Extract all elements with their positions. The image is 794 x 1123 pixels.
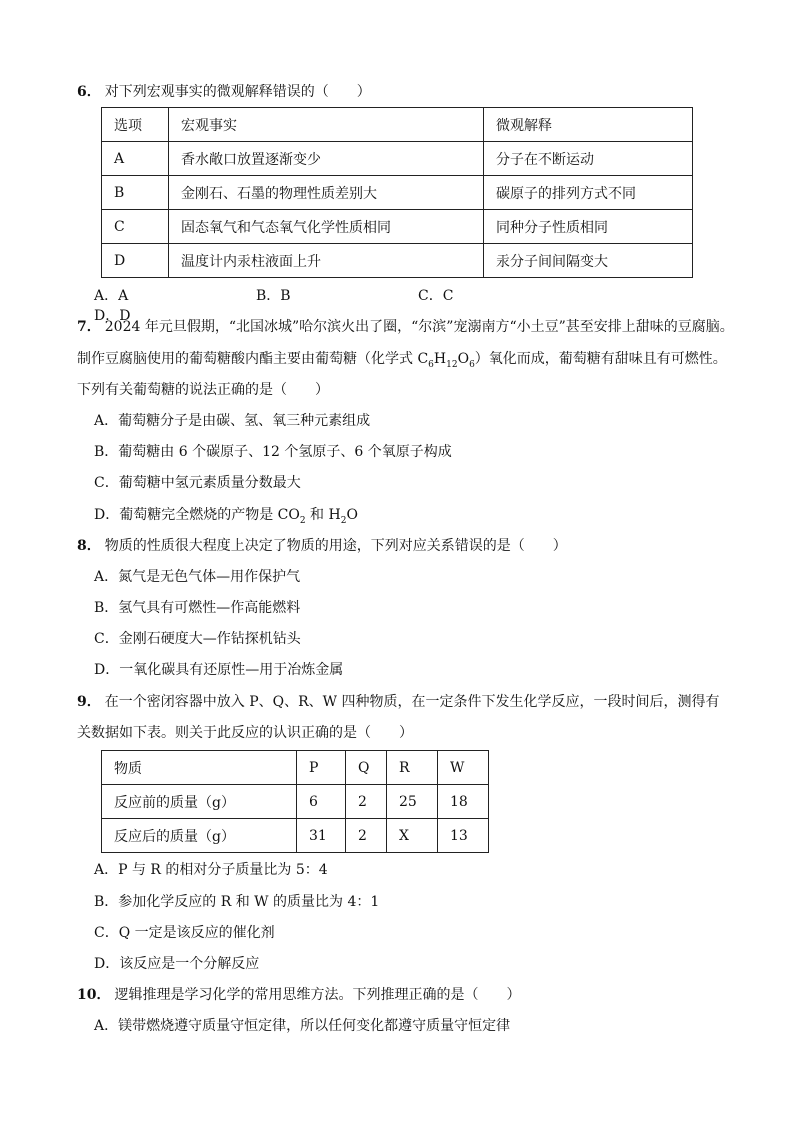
option-b[interactable]: B．B xyxy=(256,288,291,304)
table-cell: 2 xyxy=(346,785,387,819)
question-7-stem-line1: 7． 2024 年元旦假期，“北国冰城”哈尔滨火出了圈，“尔滨”宠溺南方“小土豆”甚至安排上甜味的豆腐脑。 xyxy=(77,319,734,335)
option-b[interactable]: B．参加化学反应的 R 和 W 的质量比为 4：1 xyxy=(94,894,380,910)
table-cell: 反应后的质量（g） xyxy=(102,819,297,853)
table-header-cell: 物质 xyxy=(102,751,297,785)
table-header-cell: R xyxy=(387,751,438,785)
table-cell: 2 xyxy=(346,819,387,853)
option-d[interactable]: D．一氧化碳具有还原性—用于冶炼金属 xyxy=(94,662,344,678)
table-cell: 温度计内汞柱液面上升 xyxy=(169,244,484,278)
table-row xyxy=(102,785,489,819)
option-b[interactable]: B．葡萄糖由 6 个碳原子、12 个氢原子、6 个氧原子构成 xyxy=(94,444,452,460)
question-number: 7． xyxy=(77,319,101,335)
table-header-cell: 选项 xyxy=(102,108,169,142)
table-header-cell: 宏观事实 xyxy=(169,108,484,142)
option-a[interactable]: A．P 与 R 的相对分子质量比为 5：4 xyxy=(94,862,328,878)
table-cell: 25 xyxy=(387,785,438,819)
option-c[interactable]: C．Q 一定是该反应的催化剂 xyxy=(94,925,275,941)
table-cell: X xyxy=(387,819,438,853)
table-header-row xyxy=(102,108,693,142)
table-header-row xyxy=(102,751,489,785)
option-c[interactable]: C．葡萄糖中氢元素质量分数最大 xyxy=(94,475,301,491)
question-number: 9． xyxy=(77,694,101,710)
table-cell: 金刚石、石墨的物理性质差别大 xyxy=(169,176,484,210)
table-cell: A xyxy=(102,142,169,176)
question-7-stem-line3: 下列有关葡萄糖的说法正确的是（ ） xyxy=(77,382,329,398)
table-cell: 碳原子的排列方式不同 xyxy=(484,176,693,210)
table-header-cell: 微观解释 xyxy=(484,108,693,142)
option-d[interactable]: D．葡萄糖完全燃烧的产物是 $CO_2$ 和 $H_2O$ xyxy=(94,507,358,526)
table-cell: 31 xyxy=(297,819,346,853)
question-6-table xyxy=(101,107,693,278)
option-c[interactable]: C．金刚石硬度大—作钻探机钻头 xyxy=(94,631,301,647)
table-cell: 分子在不断运动 xyxy=(484,142,693,176)
table-cell: C xyxy=(102,210,169,244)
question-9-stem-line2: 关数据如下表。则关于此反应的认识正确的是（ ） xyxy=(77,725,413,741)
table-cell: 18 xyxy=(438,785,489,819)
option-a[interactable]: A．镁带燃烧遵守质量守恒定律，所以任何变化都遵守质量守恒定律 xyxy=(94,1018,511,1034)
option-c[interactable]: C．C xyxy=(418,288,454,304)
table-row xyxy=(102,176,693,210)
option-d[interactable]: D．该反应是一个分解反应 xyxy=(94,956,260,972)
table-cell: 固态氧气和气态氧气化学性质相同 xyxy=(169,210,484,244)
question-9-stem-line1: 9． 在一个密闭容器中放入 P、Q、R、W 四种物质，在一定条件下发生化学反应，一段时间后，测得有 xyxy=(77,694,720,710)
table-cell: 香水敞口放置逐渐变少 xyxy=(169,142,484,176)
table-header-cell: W xyxy=(438,751,489,785)
option-a[interactable]: A．葡萄糖分子是由碳、氢、氧三种元素组成 xyxy=(94,413,371,429)
question-number: 6． xyxy=(77,84,101,100)
question-number: 8． xyxy=(77,538,101,554)
table-row xyxy=(102,819,489,853)
table-cell: 同种分子性质相同 xyxy=(484,210,693,244)
option-a[interactable]: A．A xyxy=(94,288,129,304)
question-6-stem: 6． 对下列宏观事实的微观解释错误的（ ） xyxy=(77,84,371,100)
question-number: 10． xyxy=(77,987,111,1003)
table-header-cell: Q xyxy=(346,751,387,785)
question-8-stem: 8． 物质的性质很大程度上决定了物质的用途，下列对应关系错误的是（ ） xyxy=(77,538,567,554)
table-row xyxy=(102,210,693,244)
table-cell: 13 xyxy=(438,819,489,853)
question-10-stem: 10． 逻辑推理是学习化学的常用思维方法。下列推理正确的是（ ） xyxy=(77,987,521,1003)
table-row xyxy=(102,142,693,176)
option-b[interactable]: B．氢气具有可燃性—作高能燃料 xyxy=(94,600,301,616)
table-cell: 6 xyxy=(297,785,346,819)
table-header-cell: P xyxy=(297,751,346,785)
table-cell: 反应前的质量（g） xyxy=(102,785,297,819)
table-cell: B xyxy=(102,176,169,210)
option-d[interactable]: D．D xyxy=(94,308,131,324)
question-7-stem-line2: 制作豆腐脑使用的葡萄糖酸内酯主要由葡萄糖（化学式 $C_6H_{12}O_6$）氧化而成，葡萄糖有甜味且有可燃性。 xyxy=(77,351,727,370)
question-9-table xyxy=(101,750,489,853)
table-row xyxy=(102,244,693,278)
table-cell: D xyxy=(102,244,169,278)
table-cell: 汞分子间间隔变大 xyxy=(484,244,693,278)
option-a[interactable]: A．氮气是无色气体—用作保护气 xyxy=(94,569,301,585)
